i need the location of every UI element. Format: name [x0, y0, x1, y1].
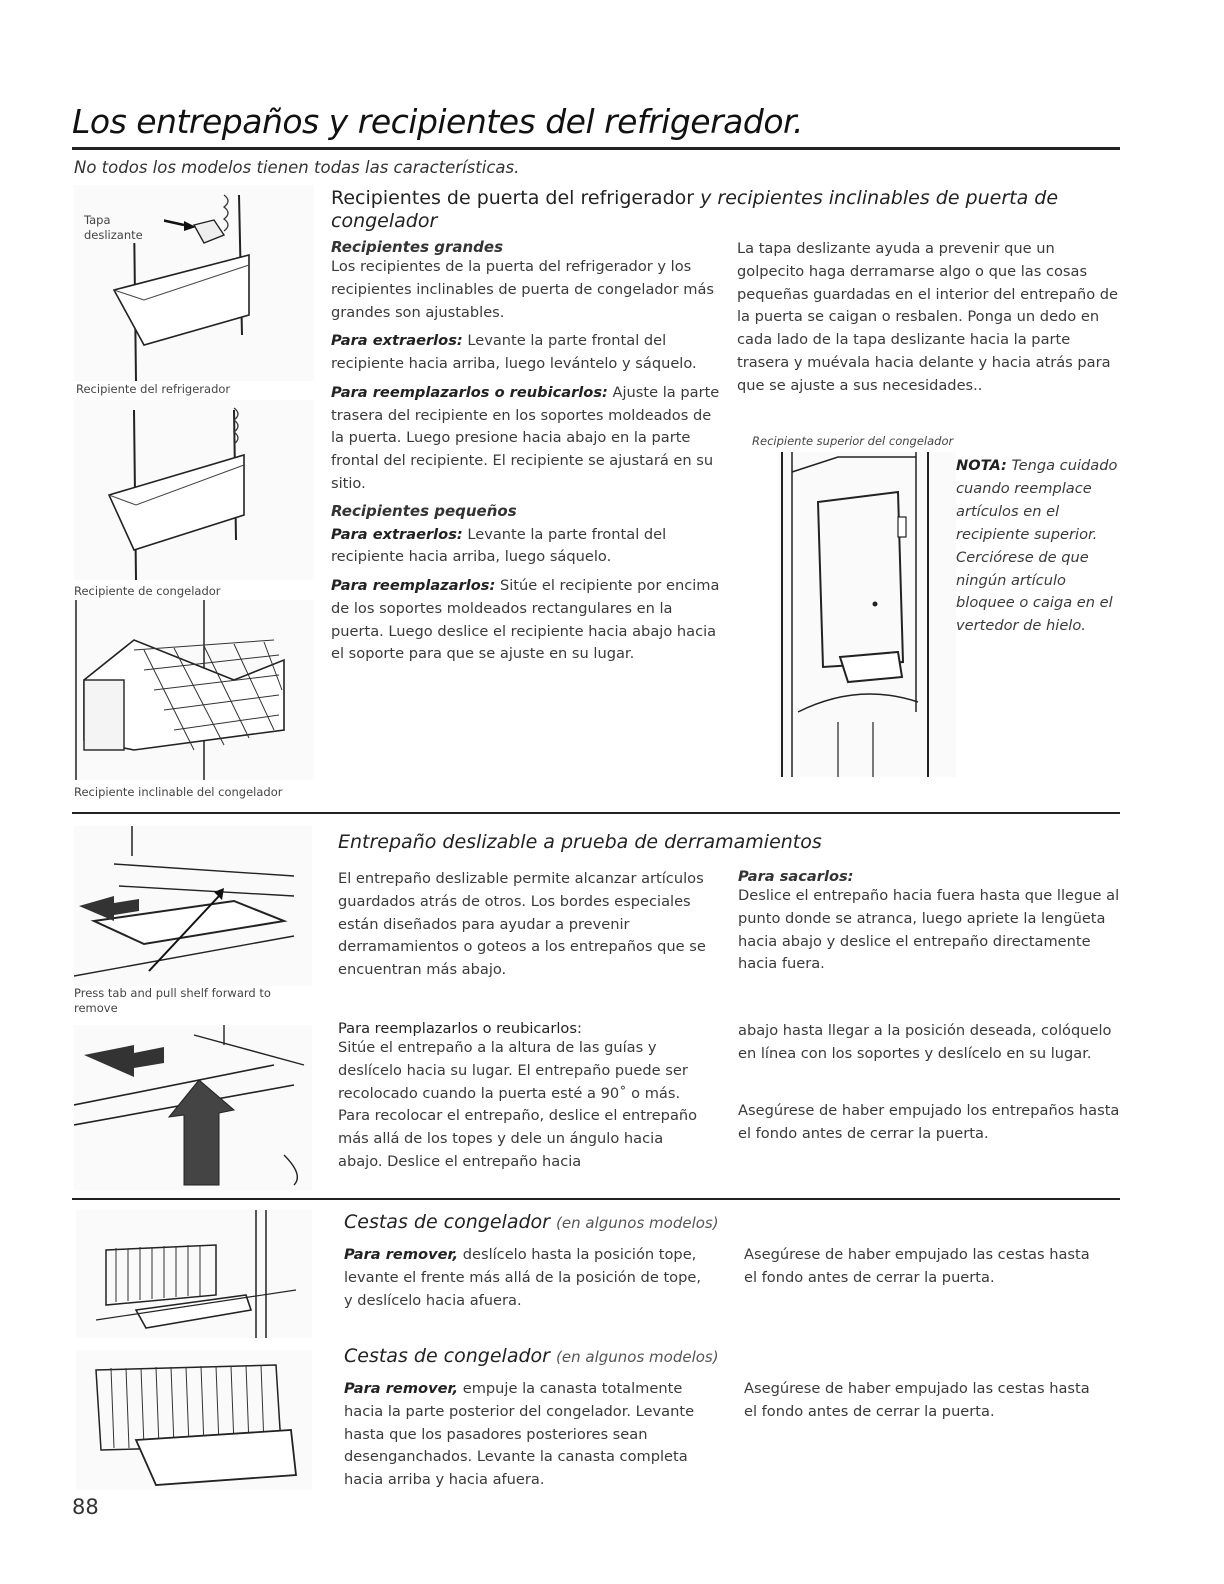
press-tab-caption: Press tab and pull shelf forward to remove: [74, 986, 271, 1015]
page-number: 88: [72, 1495, 99, 1519]
door-bins-heading-main: Recipientes de puerta del refrigerador: [331, 187, 695, 209]
baskets2-remove-text: empuje la canasta totalmente hacia la parte posterior del congelador. Levante hasta que los pasadores posteriores sean desenganchados. Levante la canasta completa hacia arriba y hacia afuera.: [344, 1380, 695, 1489]
baskets2-remove-label: Para remover,: [344, 1380, 459, 1397]
spill-remove-text: Deslice el entrepaño hacia fuera hasta que llegue al punto donde se atranca, luego apriete la lengüeta hacia abajo y deslice el entrepaño directamente hacia fuera.: [738, 887, 1120, 973]
baskets2-push-note: Asegúrese de haber empujado las cestas hasta el fondo antes de cerrar la puerta.: [744, 1380, 1090, 1420]
section-rule-2: [72, 1198, 1120, 1200]
note-text: Tenga cuidado cuando reemplace artículos en el recipiente superior. Cerciórese de que ningún artículo bloquee o caiga en el vertedor de hielo.: [956, 457, 1118, 635]
spill-replace-text: Sitúe el entrepaño a la altura de las guías y deslícelo hacia su lugar. El entrepaño puede ser recolocado cuando la puerta esté a 90˚ o más. Para recolocar el entrepaño, deslice el entrepaño más allá de los topes y dele un ángulo hacia abajo. Deslice el entrepaño hacia: [338, 1039, 698, 1170]
spill-shelf-heading: Entrepaño deslizable a prueba de derramamientos: [338, 831, 822, 853]
spill-shelf-replace: [338, 1020, 708, 1174]
baskets2-remove: [344, 1378, 714, 1492]
large-remove-label: Para extraerlos:: [331, 332, 463, 350]
slide-cover-text: La tapa deslizante ayuda a prevenir que un golpecito haga derramarse algo o que las cosas pequeñas guardadas en el interior del entrepaño de la puerta se caigan o resbalen. Ponga un dedo en cada lado de la tapa deslizante hacia la parte trasera y muévala hacia delante y hacia atrás para que se ajuste a sus necesidades..: [737, 240, 1118, 394]
small-replace-paragraph: [331, 575, 721, 666]
spill-remove-label: Para sacarlos:: [738, 868, 854, 885]
large-replace-paragraph: [331, 382, 721, 496]
page-title: Los entrepaños y recipientes del refrigerador.: [72, 102, 804, 141]
spill-replace-label: Para reemplazarlos o reubicarlos:: [338, 1020, 582, 1037]
page-subtitle: No todos los modelos tienen todas las características.: [74, 158, 520, 177]
upper-bin-note: [956, 455, 1122, 638]
spill-shelf-remove-illustration: [74, 826, 312, 986]
small-remove-paragraph: [331, 524, 721, 570]
baskets2-heading: Cestas de congelador: [344, 1345, 550, 1367]
small-replace-label: Para reemplazarlos:: [331, 577, 496, 595]
small-bins-title: Recipientes pequeños: [331, 501, 517, 520]
large-replace-text: Ajuste la parte trasera del recipiente en los soportes moldeados de la puerta. Luego presione hacia abajo en la parte frontal del recipiente. El recipiente se ajustará en su sitio.: [331, 383, 720, 492]
note-label: NOTA:: [956, 457, 1007, 474]
title-rule: [72, 147, 1120, 150]
spill-replace-text-cont: abajo hasta llegar a la posición deseada, colóquelo en línea con los soportes y deslícelo en su lugar.: [738, 1022, 1112, 1062]
door-bins-heading-italic: y recipientes inclinables de puerta de congelador: [331, 187, 1059, 233]
baskets1-remove: [344, 1244, 714, 1312]
large-bins-title: Recipientes grandes: [331, 238, 504, 256]
spill-shelf-remove: [738, 868, 1123, 976]
tilt-bin-illustration: [74, 600, 314, 780]
large-replace-label: Para reemplazarlos o reubicarlos:: [331, 383, 608, 401]
freezer-bin-caption: Recipiente de congelador: [74, 584, 221, 598]
large-remove-paragraph: [331, 330, 721, 376]
small-remove-text: Levante la parte frontal del recipiente hacia arriba, luego sáquelo.: [331, 525, 667, 566]
section-rule-1: [72, 812, 1120, 814]
upper-bin-caption: Recipiente superior del congelador: [752, 434, 954, 448]
baskets1-remove-text: deslícelo hasta la posición tope, levante el frente más allá de la posición de tope, y deslícelo hacia afuera.: [344, 1246, 701, 1309]
freezer-bin-illustration: [74, 400, 314, 580]
baskets1-heading-wrap: [344, 1211, 719, 1234]
freezer-basket-lift-illustration: [76, 1350, 312, 1490]
large-bins-text: Los recipientes de la puerta del refrigerador y los recipientes inclinables de puerta de congelador más grandes son ajustables.: [331, 258, 714, 321]
baskets1-hint: (en algunos modelos): [556, 1214, 719, 1232]
baskets2-heading-wrap: [344, 1345, 719, 1368]
spill-shelf-intro: El entrepaño deslizable permite alcanzar artículos guardados atrás de otros. Los bordes especiales están diseñados para ayudar a prevenir derramamientos o goteos a los entrepaños que se encuentran más abajo.: [338, 870, 706, 979]
baskets1-heading: Cestas de congelador: [344, 1211, 550, 1233]
tilt-bin-caption: Recipiente inclinable del congelador: [74, 785, 283, 799]
upper-freezer-bin-illustration: [778, 452, 956, 777]
large-remove-text: Levante la parte frontal del recipiente hacia arriba, luego levántelo y sáquelo.: [331, 332, 697, 373]
door-bins-col-left: [331, 238, 721, 672]
small-remove-label: Para extraerlos:: [331, 525, 463, 543]
small-replace-text: Sitúe el recipiente por encima de los soportes moldeados rectangulares en la puerta. Luego deslice el recipiente hacia abajo hacia el soporte para que se ajuste en su lugar.: [331, 577, 720, 663]
door-bins-heading: [331, 187, 1111, 233]
spill-push-note: Asegúrese de haber empujado los entrepaños hasta el fondo antes de cerrar la puerta.: [738, 1102, 1120, 1142]
fridge-bin-caption: Recipiente del refrigerador: [76, 382, 231, 396]
spill-shelf-replace-illustration: [74, 1025, 312, 1190]
tapa-caption: Tapa deslizante: [84, 213, 164, 243]
baskets1-push-note: Asegúrese de haber empujado las cestas hasta el fondo antes de cerrar la puerta.: [744, 1246, 1090, 1286]
freezer-basket-slide-illustration: [76, 1210, 312, 1338]
baskets1-remove-label: Para remover,: [344, 1246, 459, 1263]
baskets2-hint: (en algunos modelos): [556, 1348, 719, 1366]
